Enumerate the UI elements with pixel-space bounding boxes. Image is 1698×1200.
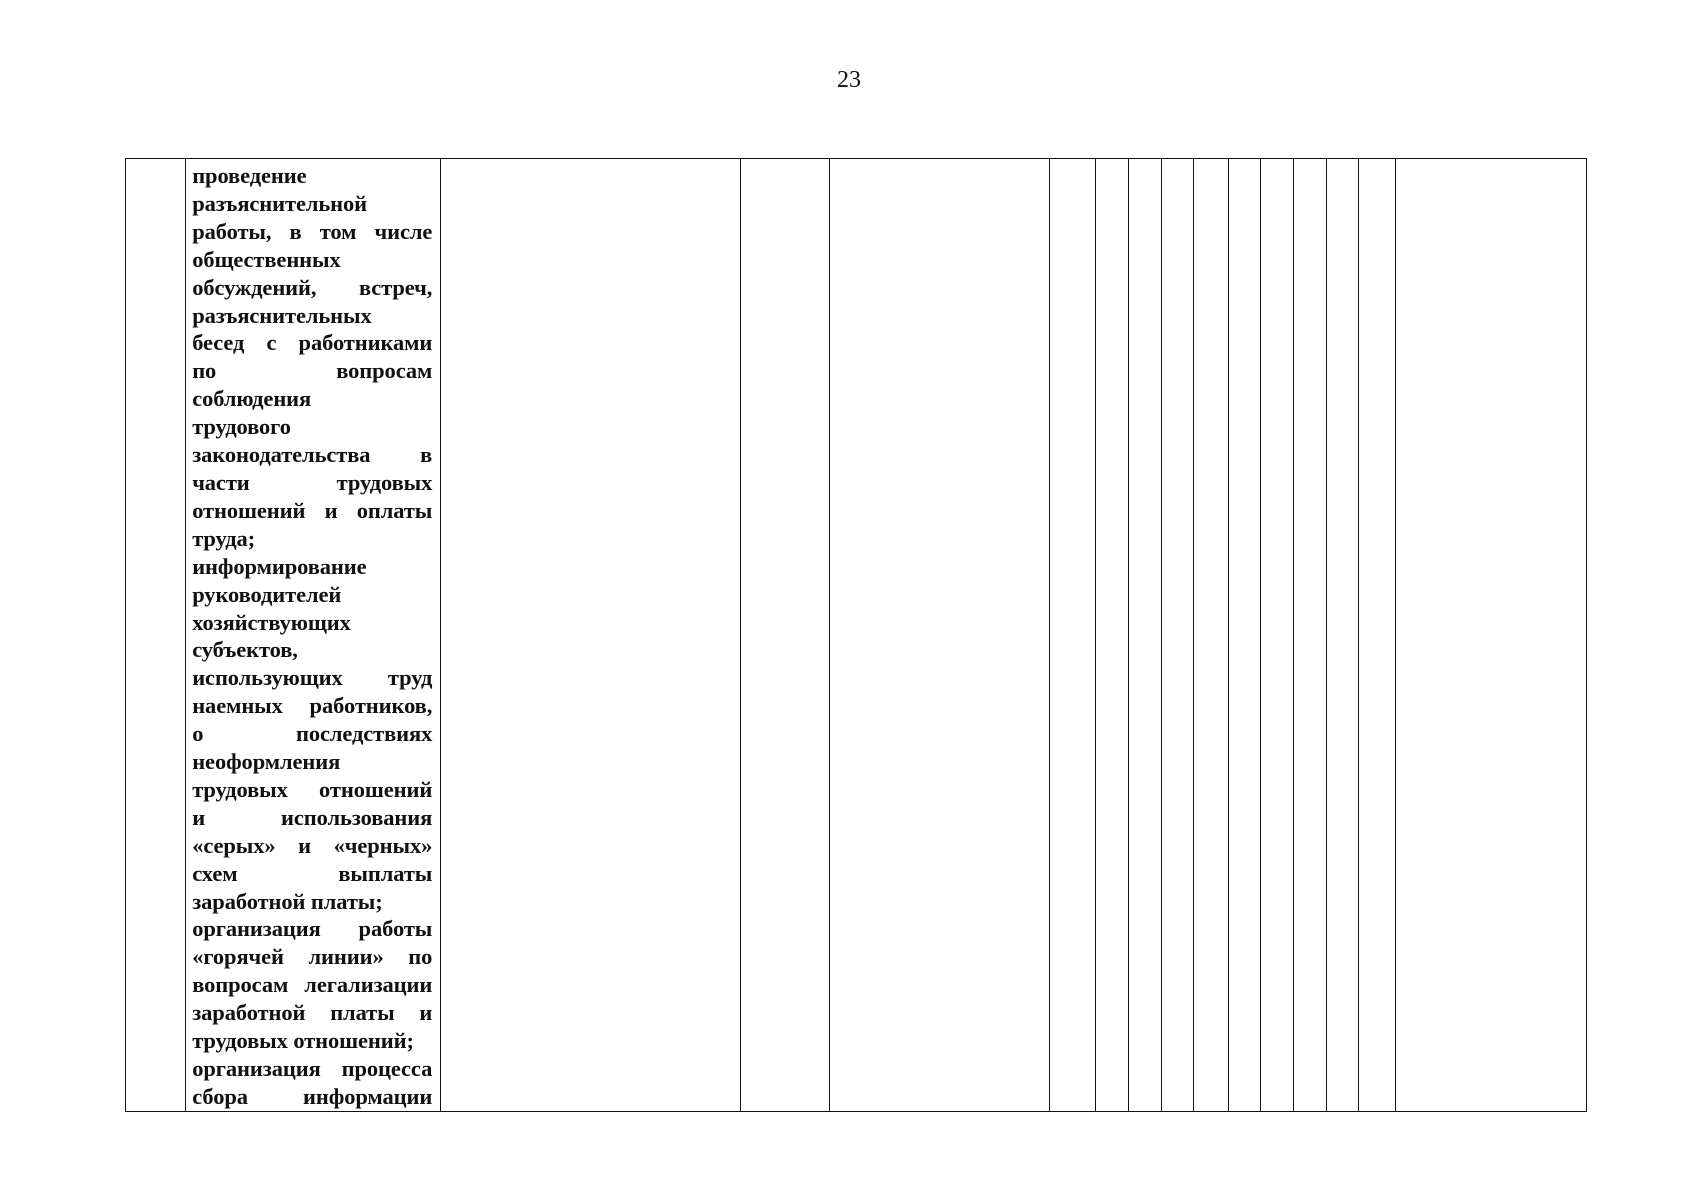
description-line: труда; <box>192 525 256 551</box>
column-cell-14 <box>1326 159 1359 1112</box>
column-cell-6 <box>1050 159 1096 1112</box>
column-cell-4 <box>741 159 830 1112</box>
description-line: трудового <box>192 414 291 440</box>
column-cell-12 <box>1261 159 1294 1112</box>
description-line: части трудовых <box>192 469 433 495</box>
description-line: организация процесса <box>192 1056 433 1081</box>
column-cell-7 <box>1096 159 1129 1112</box>
description-line: сбора информации <box>192 1083 433 1109</box>
description-line: схем выплаты <box>192 860 433 886</box>
description-line: трудовых отношений <box>192 776 433 802</box>
column-cell-11 <box>1228 159 1261 1112</box>
column-cell-3 <box>441 159 741 1112</box>
column-cell-9 <box>1161 159 1194 1112</box>
description-line: законодательства в <box>192 442 433 468</box>
description-line: бесед с работниками <box>192 330 433 356</box>
column-cell-10 <box>1194 159 1229 1112</box>
description-line: соблюдения <box>192 386 312 412</box>
column-cell-13 <box>1294 159 1327 1112</box>
measure-description-cell <box>186 159 441 1112</box>
description-line: разъяснительной <box>192 190 368 216</box>
description-line: заработной платы; <box>192 888 383 914</box>
description-line: отношений и оплаты <box>192 497 433 523</box>
description-line: использующих труд <box>192 665 433 691</box>
description-line: «серых» и «черных» <box>192 832 433 858</box>
column-cell-5 <box>829 159 1049 1112</box>
description-line: организация работы <box>192 916 433 942</box>
description-line: работы, в том числе <box>192 218 433 244</box>
description-line: вопросам легализации <box>192 972 433 998</box>
table-row <box>126 159 1587 1112</box>
description-line: руководителей <box>192 581 342 607</box>
description-line: о последствиях <box>192 721 433 747</box>
description-line: разъяснительных <box>192 302 372 328</box>
description-line: неоформления <box>192 749 341 775</box>
description-line: обсуждений, встреч, <box>192 274 433 300</box>
measures-table <box>125 158 1587 1112</box>
measure-description-text <box>192 162 432 1111</box>
description-line: трудовых отношений; <box>192 1028 414 1054</box>
column-cell-8 <box>1128 159 1161 1112</box>
description-line: и использования <box>192 804 433 830</box>
description-line: наемных работников, <box>192 693 433 719</box>
description-line: по вопросам <box>192 358 433 384</box>
row-number-cell <box>126 159 186 1112</box>
column-cell-16 <box>1396 159 1587 1112</box>
description-line: проведение <box>192 163 307 188</box>
column-cell-15 <box>1359 159 1396 1112</box>
description-line: информирование <box>192 553 367 579</box>
description-line: заработной платы и <box>192 1000 433 1026</box>
description-line: субъектов, <box>192 637 298 663</box>
page-number: 23 <box>837 67 861 93</box>
description-line: общественных <box>192 246 341 272</box>
description-line: хозяйствующих <box>192 609 351 635</box>
description-line: «горячей линии» по <box>192 944 433 970</box>
